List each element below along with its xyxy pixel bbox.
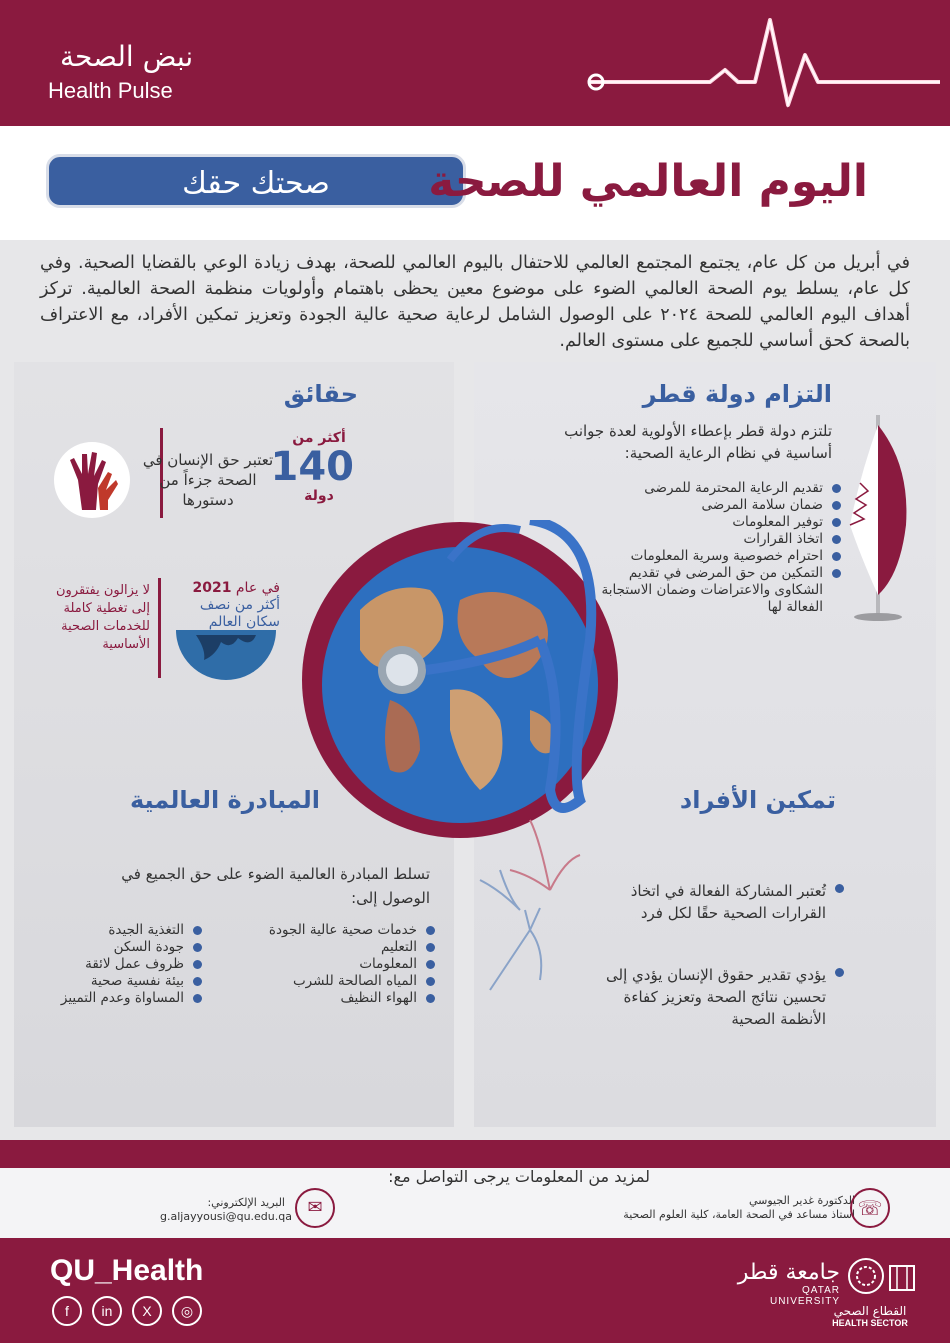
mail-icon[interactable]: ✉ [295,1188,335,1228]
facts-heading: حقائق [283,380,358,408]
facebook-icon[interactable]: f [52,1296,82,1326]
initiative-heading: المبادرة العالمية [129,786,320,814]
half-label: أكثر من نصف [199,597,280,613]
intro-paragraph: في أبريل من كل عام، يجتمع المجتمع العالمي للاحتفال باليوم العالمي للصحة، بهدف زيادة الوعي بالقضايا الصحية. وفي كل عام، يسلط يوم الصحة العالمي الضوء على موضوع معين يحظى باهتمام وأولويات منظمة الصحة العالمية. تركز أهداف اليوم العالمي للصحة ٢٠٢٤ على الوصول الشامل لرعاية صحية عالية الجودة وتعزيز تمكين الأفراد، مع الاعتراف بالصحة كحق أساسي للجميع على مستوى العالم. [40,253,910,351]
list-item: الهواء النظيف [240,990,435,1007]
heartbeat-icon [560,10,940,110]
list-item: احترام خصوصية وسرية المعلومات [596,548,841,565]
qatar-heading: التزام دولة قطر [642,380,832,408]
empower-heading: تمكين الأفراد [679,786,836,814]
sector-en: HEALTH SECTOR [832,1318,908,1328]
slogan-badge: صحتك حقك [46,154,466,208]
contact-person [515,1194,855,1222]
sector-ar: القطاع الصحي [833,1304,907,1318]
university-emblem-icon [846,1256,886,1296]
initiative-intro: تسلط المبادرة العالمية الضوء على حق الجميع في الوصول إلى: [121,865,430,907]
email-label: البريد الإلكتروني: [207,1196,285,1209]
fact1-stat [270,430,354,504]
reaching-hands-outline [470,780,610,1040]
raised-hands-icon [52,440,132,520]
list-item: المياه الصالحة للشرب [240,973,435,990]
contact-heading: لمزيد من المعلومات يرجى التواصل مع: [388,1167,650,1186]
list-item: المساواة وعدم التمييز [50,990,202,1007]
globe-icon [176,630,276,680]
linkedin-icon[interactable]: in [92,1296,122,1326]
qatar-intro: تلتزم دولة قطر بإعطاء الأولوية لعدة جوانب أساسية في نظام الرعاية الصحية: [564,422,832,462]
list-item: التعليم [240,939,435,956]
list-item: جودة السكن [50,939,202,956]
sector-label [820,1304,920,1328]
fact2-text: لا يزالون يفتقرون إلى تغطية كاملة للخدمات الصحية الأساسية [56,583,150,652]
fact2-divider [158,578,161,678]
initiative-list-left [50,922,202,1007]
list-item: تقديم الرعاية المحترمة للمرضى [596,480,841,497]
year-value: 2021 [192,580,232,596]
contact-role: استاذ مساعد في الصحة العامة، كلية العلوم الصحية [623,1208,855,1221]
email-address[interactable]: g.aljayyousi@qu.edu.qa [160,1210,292,1223]
contact-strip [0,1140,950,1168]
instagram-icon[interactable]: ◎ [172,1296,202,1326]
fact1-text: تعتبر حق الإنسان في الصحة جزءاً من دستورها [142,451,274,509]
list-item: ظروف عمل لائقة [50,956,202,973]
list-item: يؤدي تقدير حقوق الإنسان يؤدي إلى تحسين نتائج الصحة وتعزيز كفاءة الأنظمة الصحية [600,964,844,1030]
x-icon[interactable]: X [132,1296,162,1326]
list-item: التمكين من حق المرضى في تقديم الشكاوى والاعتراضات وضمان الاستجابة الفعالة لها [596,565,841,616]
brand-english: Health Pulse [48,78,173,103]
email-block [160,1196,292,1224]
qatar-list [596,480,841,616]
list-item: اتخاذ القرارات [596,531,841,548]
list-item: خدمات صحية عالية الجودة [240,922,435,939]
qatar-flag-icon [840,415,920,625]
list-item: التغذية الجيدة [50,922,202,939]
phone-icon[interactable]: ☏ [850,1188,890,1228]
count-value: 140 [270,444,354,490]
fact2-stat [170,580,280,631]
list-item: ضمان سلامة المرضى [596,497,841,514]
social-handle: QU_Health [50,1254,204,1287]
empower-list [600,880,844,1030]
population-label: سكان العالم [208,614,280,630]
university-ar: جامعة قطر [737,1260,840,1285]
contact-name: الدكتورة غدير الجيوسي [748,1194,855,1207]
list-item: المعلومات [240,956,435,973]
list-item: بيئة نفسية صحية [50,973,202,990]
brand-arabic: نبض الصحة [60,40,194,73]
more-than-label: أكثر من [292,430,346,446]
list-item: تُعتبر المشاركة الفعالة في اتخاذ القرارات الصحية حقًا لكل فرد [600,880,844,924]
header-banner [0,0,950,126]
university-en: QATAR UNIVERSITY [769,1285,840,1307]
initiative-list-right [240,922,435,1007]
page-title: اليوم العالمي للصحة [428,156,868,207]
countries-label: دولة [304,488,334,504]
list-item: توفير المعلومات [596,514,841,531]
year-prefix: في عام [235,580,280,596]
university-logo-text [730,1260,840,1307]
building-icon [888,1262,916,1292]
